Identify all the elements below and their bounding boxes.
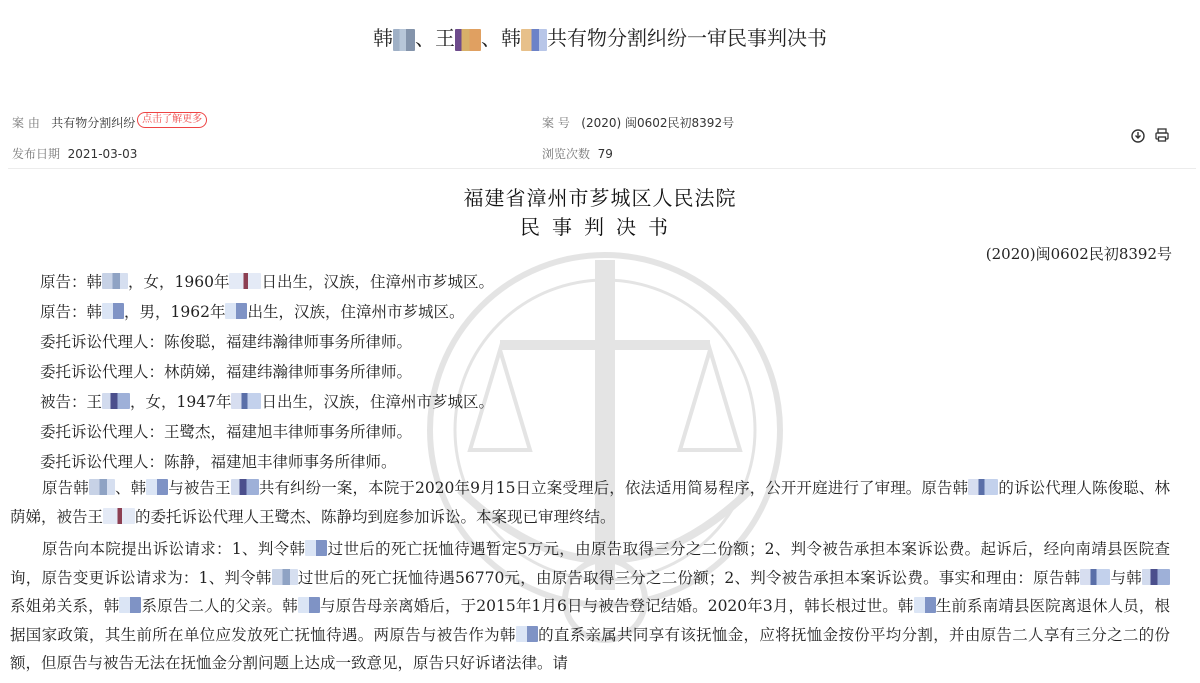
paragraph-text: 原告韩 、韩 与被告王 共有纠纷一案，本院于2020年9月15日立案受理后，依法适用简易程序，公开开庭进行了审理。原告韩 的诉讼代理人陈俊聪、林荫娣，被告王 的委托诉讼代理人王鹭杰、陈静均到庭参加诉讼。本案现已审理终结。: [10, 479, 1170, 526]
case-cause: [12, 114, 207, 133]
redaction-block: [393, 29, 415, 51]
view-count-label: 浏览次数: [542, 147, 591, 161]
redaction-block: [298, 597, 320, 613]
party-line: 委托诉讼代理人：王鹭杰，福建旭丰律师事务所律师。: [40, 423, 413, 441]
redaction-block: [102, 393, 130, 409]
download-icon[interactable]: [1130, 127, 1146, 147]
redaction-block: [305, 540, 327, 556]
party-line: 委托诉讼代理人：陈静，福建旭丰律师事务所律师。: [40, 453, 397, 471]
party-line: 被告：王 ，女，1947年 日出生，汉族，住漳州市芗城区。: [40, 393, 494, 411]
redaction-block: [146, 479, 168, 495]
redaction-block: [89, 479, 115, 495]
party-line: 原告：韩 ，女，1960年 日出生，汉族，住漳州市芗城区。: [40, 273, 494, 291]
view-count-value: 79: [597, 147, 613, 161]
redaction-block: [229, 273, 261, 289]
redaction-block: [231, 393, 261, 409]
title-text: 共有物分割纠纷一审民事判决书: [547, 26, 827, 50]
document-title: [0, 22, 1200, 51]
court-name: 福建省漳州市芗城区人民法院: [463, 186, 737, 210]
publish-date: [12, 145, 137, 162]
redaction-block: [225, 303, 247, 319]
toolbar-icons: [1130, 127, 1170, 147]
print-icon[interactable]: [1154, 127, 1170, 147]
document-type: 民事判决书: [520, 215, 680, 239]
case-number-label: 案 号: [542, 116, 570, 130]
title-text: 、王: [415, 26, 455, 50]
case-cause-value: 共有物分割纠纷: [51, 116, 136, 130]
case-cause-label: 案 由: [12, 116, 40, 130]
redaction-block: [272, 569, 298, 585]
redaction-block: [1080, 569, 1110, 585]
party-line: 原告：韩 ，男，1962年 出生，汉族，住漳州市芗城区。: [40, 303, 465, 321]
case-number-value: (2020) 闽0602民初8392号: [581, 116, 735, 130]
divider: [8, 168, 1196, 169]
title-text: 韩: [373, 26, 393, 50]
publish-date-value: 2021-03-03: [67, 147, 138, 161]
redaction-block: [914, 597, 936, 613]
redaction-block: [231, 479, 259, 495]
title-text: 、韩: [481, 26, 521, 50]
view-count: [542, 145, 613, 162]
redaction-block: [455, 29, 481, 51]
redaction-block: [119, 597, 141, 613]
redaction-block: [1142, 569, 1170, 585]
case-number-header: (2020)闽0602民初8392号: [985, 245, 1172, 263]
redaction-block: [102, 273, 128, 289]
redaction-block: [521, 29, 547, 51]
redaction-block: [516, 626, 538, 642]
redaction-block: [102, 303, 124, 319]
case-number: [542, 114, 734, 131]
learn-more-badge[interactable]: 点击了解更多: [137, 112, 207, 128]
redaction-block: [103, 508, 135, 524]
redaction-block: [968, 479, 998, 495]
publish-date-label: 发布日期: [12, 147, 61, 161]
party-line: 委托诉讼代理人：林荫娣，福建纬瀚律师事务所律师。: [40, 363, 413, 381]
party-line: 委托诉讼代理人：陈俊聪，福建纬瀚律师事务所律师。: [40, 333, 413, 351]
paragraph-text: 原告向本院提出诉讼请求：1、判令韩 过世后的死亡抚恤待遇暂定5万元，由原告取得三分之二份额；2、判令被告承担本案诉讼费。起诉后，经向南靖县医院查询，原告变更诉讼请求为：1、判令韩 过世后的死亡抚恤待遇56770元，由原告取得三分之二份额；2、判令被告承担本案诉讼费。事实和理由：原告韩 与韩系姐弟关系，韩 系原告二人的父亲。韩 与原告母亲离婚后，于2015年1月6日与被告登记结婚。2020年3月，韩长根过世。韩 生前系南靖县医院离退休人员，根据国家政策，其生前所在单位应发放死亡抚恤待遇。两原告与被告作为韩 的直系亲属共同享有该抚恤金，应将抚恤金按份平均分割，并由原告二人享有三分之二的份额，但原告与被告无法在抚恤金分割问题上达成一致意见，原告只好诉诸法律。请: [10, 540, 1170, 672]
